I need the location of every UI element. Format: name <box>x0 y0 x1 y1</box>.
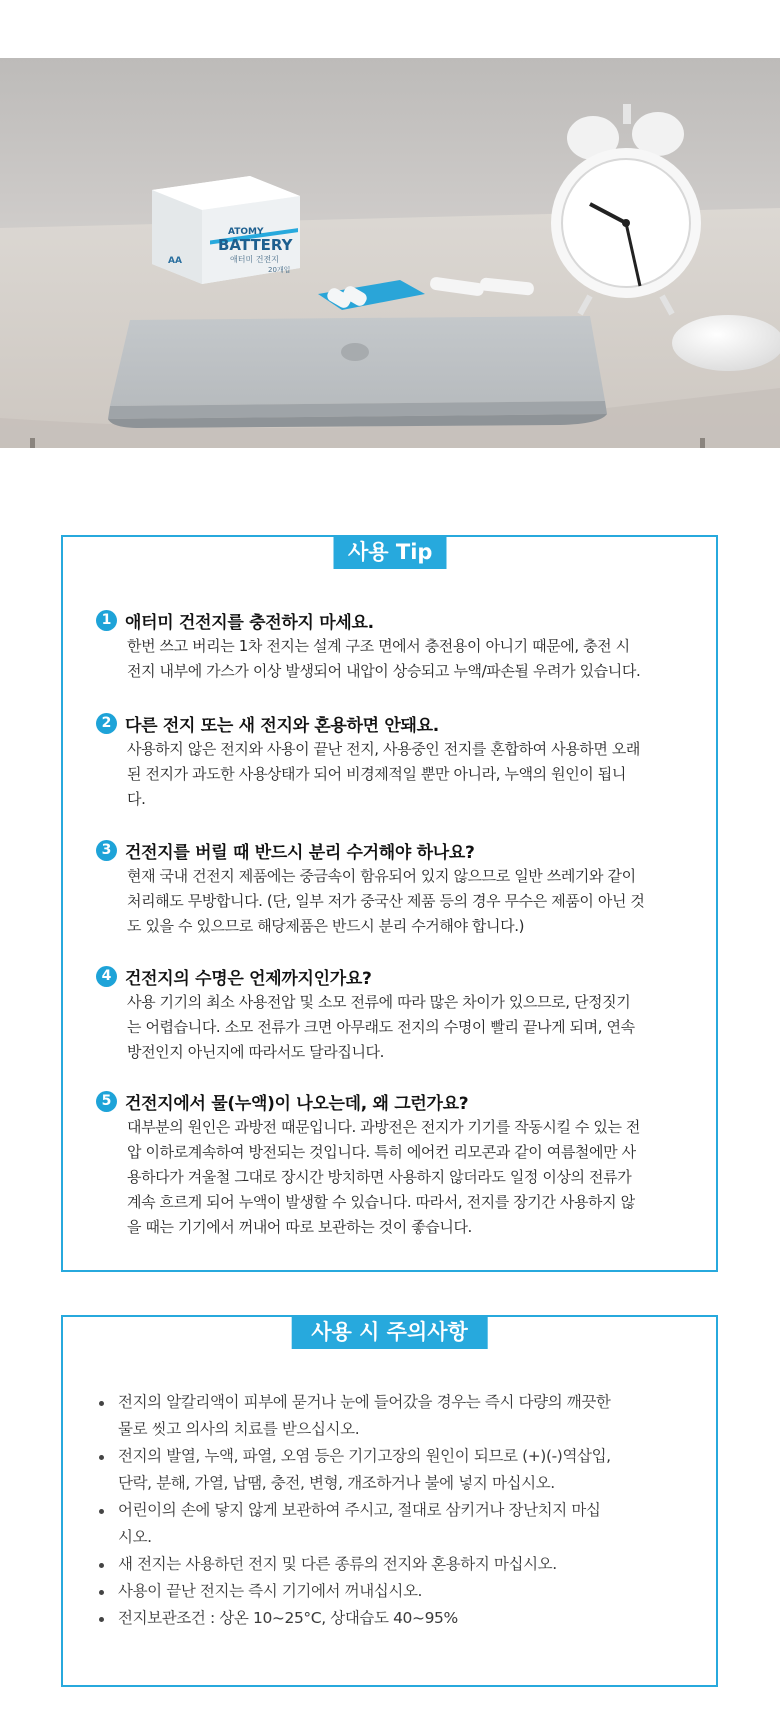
cautions-panel <box>61 1315 718 1687</box>
tip-body <box>127 864 690 939</box>
tip-line: 한번 쓰고 버리는 1차 전지는 설계 구조 면에서 충전용이 아니기 때문에, 충전 시 <box>127 637 630 655</box>
tip-line: 방전인지 아닌지에 따라서도 달라집니다. <box>127 1043 385 1061</box>
caution-item <box>96 1389 696 1443</box>
laptop <box>108 316 607 428</box>
tip-line: 압 이하로계속하여 방전되는 것입니다. 특히 에어컨 리모콘과 같이 여름철에만 사 <box>127 1143 636 1161</box>
box-count: 20개입 <box>268 266 291 274</box>
tip-line: 전지 내부에 가스가 이상 발생되어 내압이 상승되고 누액/파손될 우려가 있습니다. <box>127 662 641 680</box>
tip-line: 을 때는 기기에서 꺼내어 따로 보관하는 것이 좋습니다. <box>127 1218 472 1236</box>
tip-number-badge: 4 <box>96 966 117 987</box>
caution-line: 전지의 알칼리액이 피부에 묻거나 눈에 들어갔을 경우는 즉시 다량의 깨끗한 <box>118 1393 611 1411</box>
tip-number-badge: 3 <box>96 840 117 861</box>
tip-line: 는 어렵습니다. 소모 전류가 크면 아무래도 전지의 수명이 빨리 끝나게 되며, 연속 <box>127 1018 635 1036</box>
tip-body <box>127 1115 690 1240</box>
desk-scene-illustration <box>0 58 780 448</box>
bullet-dot-icon <box>99 1617 104 1622</box>
tip-5 <box>96 1087 690 1240</box>
caution-line: 단락, 분해, 가열, 납땜, 충전, 변형, 개조하거나 불에 넣지 마십시오. <box>118 1474 555 1492</box>
tip-body <box>127 634 690 684</box>
tip-title: 애터미 건전지를 충전하지 마세요. <box>125 612 374 633</box>
tip-line: 현재 국내 건전지 제품에는 중금속이 함유되어 있지 않으므로 일반 쓰레기와 같이 <box>127 867 636 885</box>
caution-line: 사용이 끝난 전지는 즉시 기기에서 꺼내십시오. <box>118 1582 423 1600</box>
tip-title: 건전지를 버릴 때 반드시 분리 수거해야 하나요? <box>125 842 475 863</box>
caution-item <box>96 1605 696 1632</box>
box-brand-big: BATTERY <box>218 236 293 254</box>
bullet-dot-icon <box>99 1563 104 1568</box>
tip-line: 계속 흐르게 되어 누액이 발생할 수 있습니다. 따라서, 전지를 장기간 사용하지 않 <box>127 1193 635 1211</box>
usage-tips-title: 사용 Tip <box>333 535 446 569</box>
caution-line: 물로 씻고 의사의 치료를 받으십시오. <box>118 1420 360 1438</box>
tip-line: 처리해도 무방합니다. (단, 일부 저가 중국산 제품 등의 경우 무수은 제품이 아닌 것 <box>127 892 645 910</box>
caution-line: 전지의 발열, 누액, 파열, 오염 등은 기기고장의 원인이 되므로 (+)(-)역삽입, <box>118 1447 611 1465</box>
tip-title: 건전지에서 물(누액)이 나오는데, 왜 그런가요? <box>125 1093 469 1114</box>
bullet-dot-icon <box>99 1590 104 1595</box>
tip-title: 다른 전지 또는 새 전지와 혼용하면 안돼요. <box>125 715 439 736</box>
caution-line: 전지보관조건 : 상온 10~25°C, 상대습도 40~95% <box>118 1609 458 1627</box>
caution-item <box>96 1578 696 1605</box>
tip-line: 다. <box>127 790 146 808</box>
tip-line: 도 있을 수 있으므로 해당제품은 반드시 분리 수거해야 합니다.) <box>127 917 525 935</box>
tip-4 <box>96 962 690 1065</box>
bullet-dot-icon <box>99 1401 104 1406</box>
cautions-title: 사용 시 주의사항 <box>291 1315 488 1349</box>
caution-line: 시오. <box>118 1528 152 1546</box>
tip-title: 건전지의 수명은 언제까지인가요? <box>125 968 372 989</box>
mouse <box>672 315 780 371</box>
bullet-dot-icon <box>99 1509 104 1514</box>
tip-line: 사용 기기의 최소 사용전압 및 소모 전류에 따라 많은 차이가 있으므로, 단정짓기 <box>127 993 631 1011</box>
tip-3 <box>96 836 690 939</box>
tip-line: 대부분의 원인은 과방전 때문입니다. 과방전은 전지가 기기를 작동시킬 수 있는 전 <box>127 1118 641 1136</box>
tip-1 <box>96 606 690 684</box>
battery-box <box>152 176 300 284</box>
tip-line: 된 전지가 과도한 사용상태가 되어 비경제적일 뿐만 아니라, 누액의 원인이 됩니 <box>127 765 626 783</box>
caution-line: 어린이의 손에 닿지 않게 보관하여 주시고, 절대로 삼키거나 장난치지 마십 <box>118 1501 601 1519</box>
tip-body <box>127 990 690 1065</box>
box-brand-small: ATOMY <box>228 227 264 237</box>
box-side-label: AA <box>168 256 182 266</box>
hero-photo <box>0 58 780 448</box>
tip-number-badge: 5 <box>96 1091 117 1112</box>
tip-number-badge: 2 <box>96 713 117 734</box>
tip-number-badge: 1 <box>96 610 117 631</box>
caution-list <box>96 1389 696 1632</box>
caution-line: 새 전지는 사용하던 전지 및 다른 종류의 전지와 혼용하지 마십시오. <box>118 1555 557 1573</box>
caution-item <box>96 1551 696 1578</box>
caution-item <box>96 1443 696 1497</box>
usage-tips-panel <box>61 535 718 1272</box>
caution-item <box>96 1497 696 1551</box>
tip-line: 사용하지 않은 전지와 사용이 끝난 전지, 사용중인 전지를 혼합하여 사용하면 오래 <box>127 740 641 758</box>
tip-2 <box>96 709 690 812</box>
box-brand-kr: 애터미 건전지 <box>230 255 279 264</box>
tip-line: 용하다가 겨울철 그대로 장시간 방치하면 사용하지 않더라도 일정 이상의 전류가 <box>127 1168 632 1186</box>
bullet-dot-icon <box>99 1455 104 1460</box>
tip-body <box>127 737 690 812</box>
